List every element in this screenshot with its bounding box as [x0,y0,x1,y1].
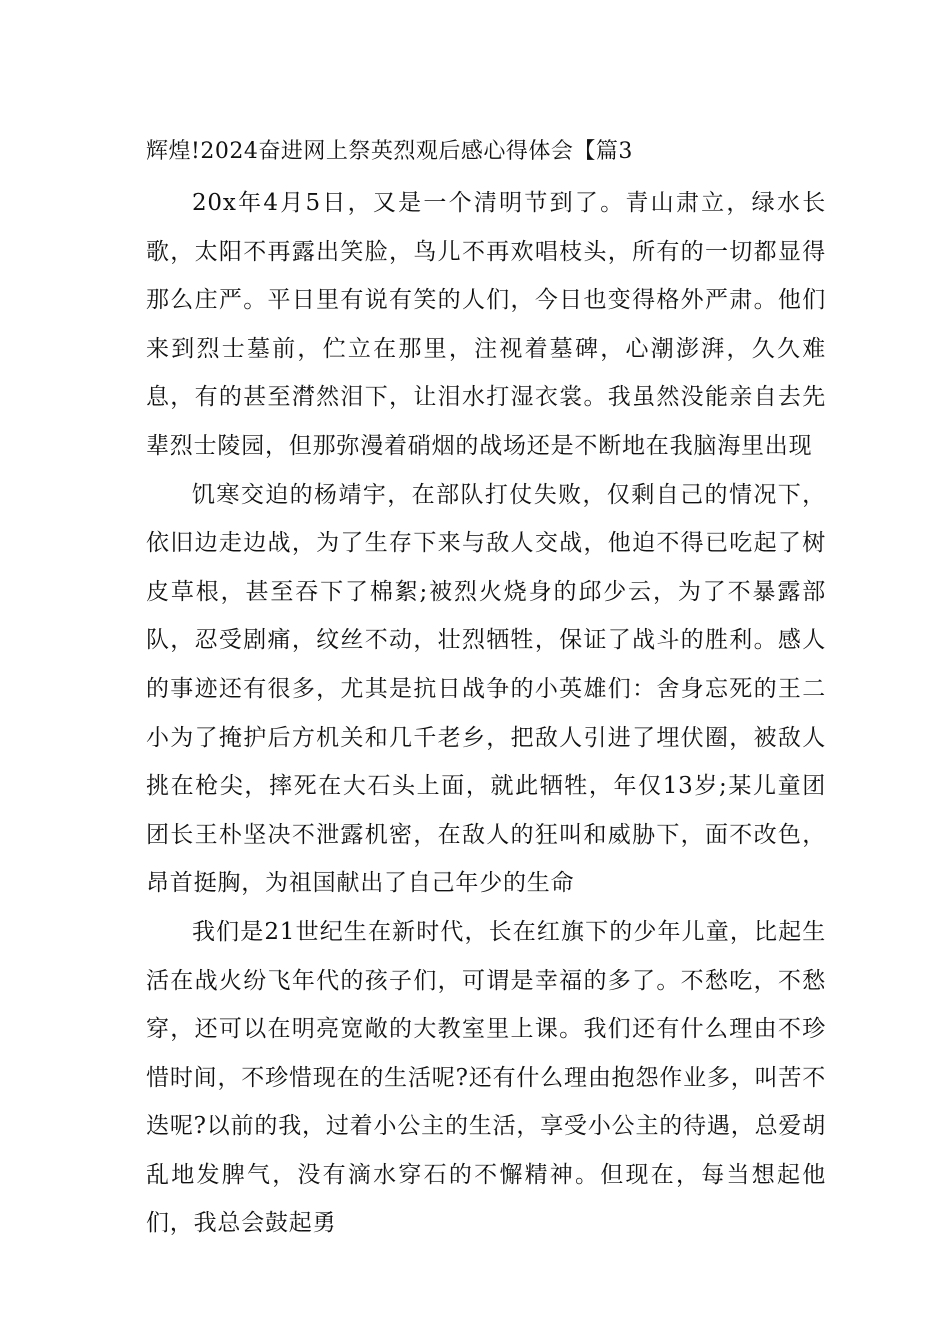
paragraph-2: 饥寒交迫的杨靖宇，在部队打仗失败，仅剩自己的情况下，依旧边走边战，为了生存下来与敌人交战，他迫不得已吃起了树皮草根，甚至吞下了棉絮;被烈火烧身的邱少云，为了不暴露部队，忍受剧痛，纹丝不动，壮烈牺牲，保证了战斗的胜利。感人的事迹还有很多，尤其是抗日战争的小英雄们：舍身忘死的王二小为了掩护后方机关和几千老乡，把敌人引进了埋伏圈，被敌人挑在枪尖，摔死在大石头上面，就此牺牲，年仅13岁;某儿童团团长王朴坚决不泄露机密，在敌人的狂叫和威胁下，面不改色，昂首挺胸，为祖国献出了自己年少的生命 [146,481,826,897]
document-body [146,132,826,1248]
paragraph-1: 20x年4月5日，又是一个清明节到了。青山肃立，绿水长歌，太阳不再露出笑脸，鸟儿不再欢唱枝头，所有的一切都显得那么庄严。平日里有说有笑的人们，今日也变得格外严肃。他们来到烈士墓前，伫立在那里，注视着墓碑，心潮澎湃，久久难息，有的甚至潸然泪下，让泪水打湿衣裳。我虽然没能亲自去先辈烈士陵园，但那弥漫着硝烟的战场还是不断地在我脑海里出现 [146,190,826,459]
paragraph-3: 我们是21世纪生在新时代，长在红旗下的少年儿童，比起生活在战火纷飞年代的孩子们，可谓是幸福的多了。不愁吃，不愁穿，还可以在明亮宽敞的大教室里上课。我们还有什么理由不珍惜时间，不珍惜现在的生活呢?还有什么理由抱怨作业多，叫苦不迭呢?以前的我，过着小公主的生活，享受小公主的待遇，总爱胡乱地发脾气，没有滴水穿石的不懈精神。但现在，每当想起他们，我总会鼓起勇 [146,918,826,1237]
document-title: 辉煌!2024奋进网上祭英烈观后感心得体会【篇3 [146,139,633,164]
